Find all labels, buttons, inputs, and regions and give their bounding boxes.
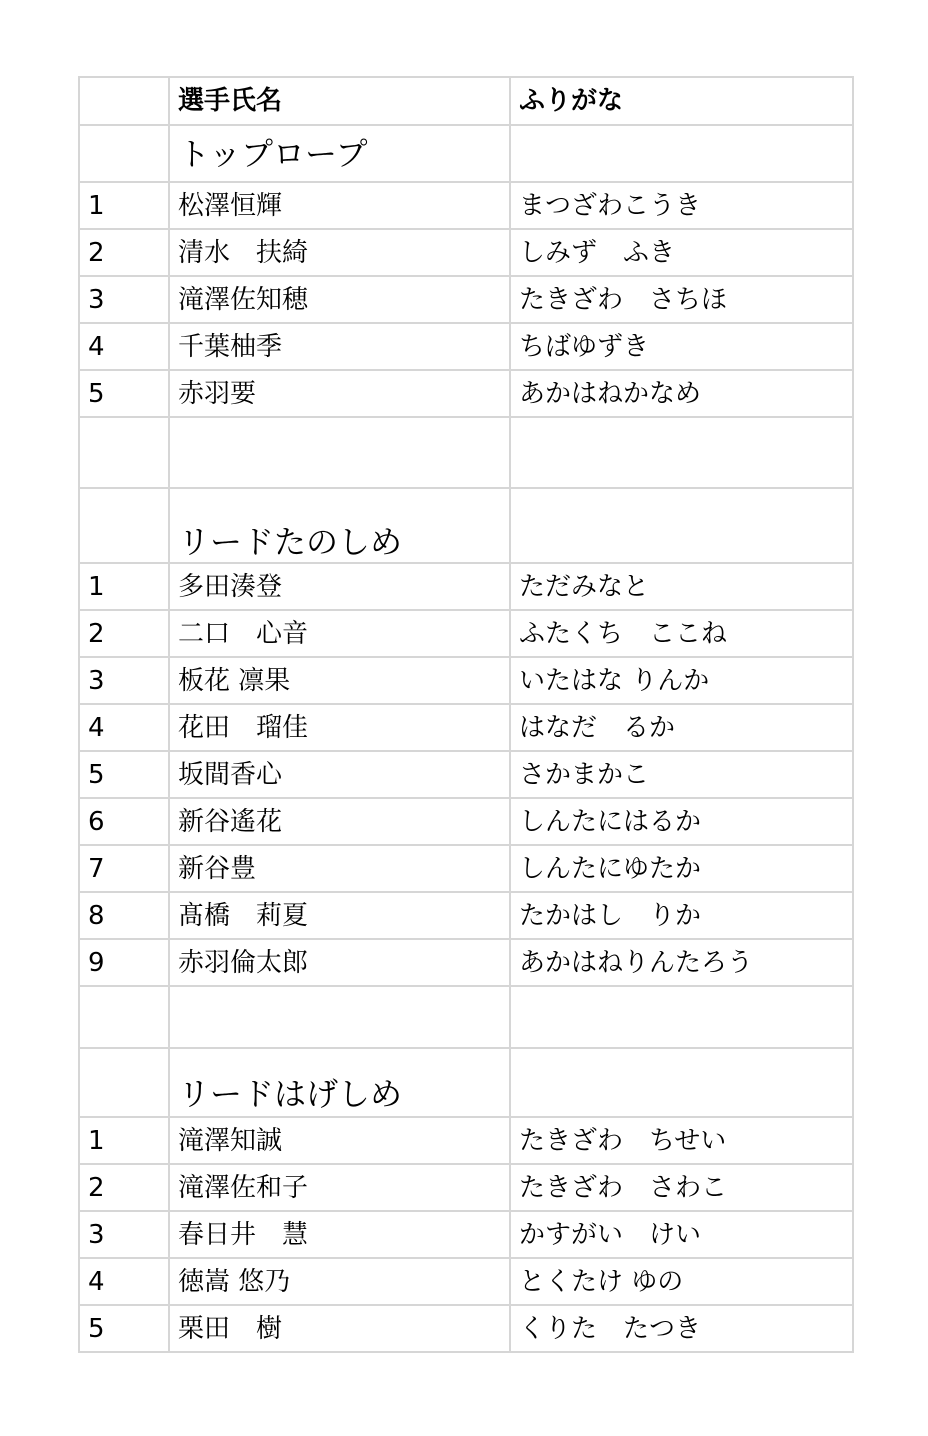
table-row (79, 657, 853, 704)
entry-name: 徳嵩 悠乃 (169, 1258, 510, 1305)
entry-kana: あかはねりんたろう (510, 939, 853, 986)
table-row (79, 610, 853, 657)
table-row (79, 798, 853, 845)
spacer-row (79, 986, 853, 1048)
entry-number: 5 (79, 1305, 169, 1352)
entry-name: 滝澤知誠 (169, 1117, 510, 1164)
entry-number: 1 (79, 563, 169, 610)
entry-number: 5 (79, 751, 169, 798)
entry-kana: たきざわ さわこ (510, 1164, 853, 1211)
table-row (79, 182, 853, 229)
entry-name: 春日井 慧 (169, 1211, 510, 1258)
table-row (79, 704, 853, 751)
table-row (79, 323, 853, 370)
entry-name: 赤羽倫太郎 (169, 939, 510, 986)
entry-kana: しんたにゆたか (510, 845, 853, 892)
entry-kana: はなだ るか (510, 704, 853, 751)
entry-name: 多田湊登 (169, 563, 510, 610)
header-kana-cell: ふりがな (510, 77, 853, 125)
entry-name: 松澤恒輝 (169, 182, 510, 229)
table-row (79, 1305, 853, 1352)
entry-kana: ふたくち ここね (510, 610, 853, 657)
entry-number: 2 (79, 610, 169, 657)
entry-kana: たきざわ ちせい (510, 1117, 853, 1164)
entry-number: 8 (79, 892, 169, 939)
table-row (79, 1164, 853, 1211)
entry-number: 1 (79, 1117, 169, 1164)
entry-name: 二口 心音 (169, 610, 510, 657)
table-row (79, 276, 853, 323)
entry-name: 花田 瑠佳 (169, 704, 510, 751)
entry-name: 滝澤佐知穂 (169, 276, 510, 323)
section-title-row (79, 488, 853, 563)
section-title: トップロープ (169, 125, 510, 182)
entry-name: 新谷遙花 (169, 798, 510, 845)
entry-kana: あかはねかなめ (510, 370, 853, 417)
entry-name: 坂間香心 (169, 751, 510, 798)
entry-name: 清水 扶綺 (169, 229, 510, 276)
entry-name: 板花 凛果 (169, 657, 510, 704)
entry-number: 5 (79, 370, 169, 417)
entry-kana: しんたにはるか (510, 798, 853, 845)
entry-number: 3 (79, 276, 169, 323)
entry-name: 髙橋 莉夏 (169, 892, 510, 939)
entry-number: 1 (79, 182, 169, 229)
entry-number: 3 (79, 1211, 169, 1258)
entry-number: 3 (79, 657, 169, 704)
entry-number: 6 (79, 798, 169, 845)
spacer-row (79, 417, 853, 488)
entry-number: 2 (79, 1164, 169, 1211)
header-name-cell: 選手氏名 (169, 77, 510, 125)
entry-number: 4 (79, 704, 169, 751)
entry-number: 7 (79, 845, 169, 892)
entry-kana: たかはし りか (510, 892, 853, 939)
entry-kana: さかまかこ (510, 751, 853, 798)
entry-kana: かすがい けい (510, 1211, 853, 1258)
header-num-cell (79, 77, 169, 125)
entry-kana: ちばゆずき (510, 323, 853, 370)
table-row (79, 751, 853, 798)
entry-kana: とくたけ ゆの (510, 1258, 853, 1305)
entry-name: 新谷豊 (169, 845, 510, 892)
table-row (79, 563, 853, 610)
table-row (79, 370, 853, 417)
section-title-row (79, 125, 853, 182)
entry-kana: くりた たつき (510, 1305, 853, 1352)
table-row (79, 892, 853, 939)
entry-number: 4 (79, 1258, 169, 1305)
table-row (79, 1211, 853, 1258)
entry-kana: まつざわこうき (510, 182, 853, 229)
entry-kana: しみず ふき (510, 229, 853, 276)
entry-kana: いたはな りんか (510, 657, 853, 704)
table-row (79, 229, 853, 276)
table-row (79, 939, 853, 986)
table-row (79, 1258, 853, 1305)
entry-name: 千葉柚季 (169, 323, 510, 370)
header-row (79, 77, 853, 125)
table-row (79, 845, 853, 892)
entry-name: 栗田 樹 (169, 1305, 510, 1352)
entry-number: 4 (79, 323, 169, 370)
roster-table (78, 76, 854, 1353)
section-title-row (79, 1048, 853, 1117)
table-row (79, 1117, 853, 1164)
section-title: リードたのしめ (169, 488, 510, 563)
entry-kana: ただみなと (510, 563, 853, 610)
entry-number: 2 (79, 229, 169, 276)
entry-name: 赤羽要 (169, 370, 510, 417)
entry-kana: たきざわ さちほ (510, 276, 853, 323)
entry-name: 滝澤佐和子 (169, 1164, 510, 1211)
entry-number: 9 (79, 939, 169, 986)
section-title: リードはげしめ (169, 1048, 510, 1117)
